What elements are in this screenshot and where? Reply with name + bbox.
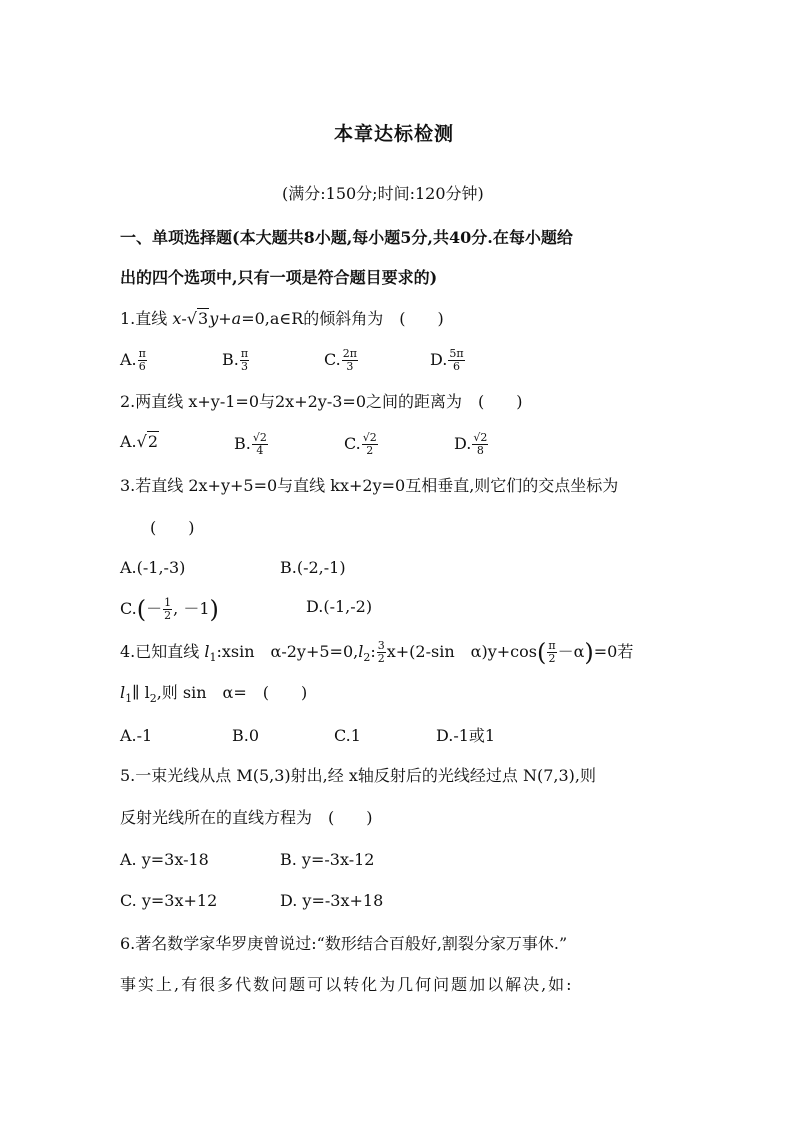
question-2-option-c: C. $\frac{√2}{2}$ (344, 431, 377, 457)
question-4-option-c: C.1 (334, 726, 361, 745)
question-4-stem-line2: $l_1\parallel$ $l_2$,则 sin α= ( ) (120, 683, 308, 706)
question-1-option-d: D. $\frac{5\pi}{6}$ (430, 347, 464, 373)
question-5-option-c: C. y=3x+12 (120, 891, 218, 910)
question-3-option-c: C.(－ $\frac{1}{2}$ , －1) (120, 595, 219, 624)
page-title: 本章达标检测 (334, 123, 455, 145)
question-1-stem: 1.直线 x-√3y+a=0,a∈R的倾斜角为 ( ) (120, 309, 444, 328)
section-heading-line2: 出的四个选项中,只有一项是符合题目要求的) (120, 268, 438, 287)
question-1-option-c: C. $\frac{2\pi}{3}$ (324, 347, 357, 373)
question-5-option-a: A. y=3x-18 (120, 850, 209, 869)
question-3-option-b: B.(-2,-1) (280, 558, 346, 577)
question-1-option-a: A. $\frac{\pi}{6}$ (120, 347, 146, 373)
question-5-option-d: D. y=-3x+18 (280, 891, 384, 910)
question-2-option-a: A.√2 (120, 432, 159, 451)
question-4-option-b: B.0 (232, 726, 260, 745)
question-6-stem-line2: 事实上,有很多代数问题可以转化为几何问题加以解决,如: (120, 975, 574, 994)
question-5-option-b: B. y=-3x-12 (280, 850, 375, 869)
question-2-option-d: D. $\frac{√2}{8}$ (454, 431, 488, 457)
question-4-stem: 4.已知直线 $l_1:xsin$ $\alpha-2y+5=0,l_2$: $\frac{3}{2}$ x+(2-sin α)y+cos( $\frac{\pi}{2}$ －α)=0若 (120, 638, 634, 667)
exam-info: (满分:150分;时间:120分钟) (282, 184, 484, 203)
question-4-option-d: D.-1或1 (436, 726, 496, 745)
question-3-stem: 3.若直线 2x+y+5=0与直线 kx+2y=0互相垂直,则它们的交点坐标为 (120, 476, 619, 495)
question-2-option-b: B. $\frac{√2}{4}$ (234, 431, 267, 457)
question-5-stem-line2: 反射光线所在的直线方程为 ( ) (120, 808, 373, 827)
section-heading-line1: 一、单项选择题(本大题共8小题,每小题5分,共40分.在每小题给 (120, 228, 573, 247)
question-6-stem: 6.著名数学家华罗庚曾说过:“数形结合百般好,割裂分家万事休.” (120, 934, 568, 953)
question-1-option-b: B. $\frac{\pi}{3}$ (222, 347, 249, 373)
question-5-stem: 5.一束光线从点 M(5,3)射出,经 x轴反射后的光线经过点 N(7,3),则 (120, 766, 596, 785)
question-3-answer-blank: ( ) (150, 518, 195, 537)
question-3-option-a: A.(-1,-3) (120, 558, 186, 577)
question-2-stem: 2.两直线 x+y-1=0与2x+2y-3=0之间的距离为 ( ) (120, 392, 523, 411)
question-3-option-d: D.(-1,-2) (306, 597, 373, 616)
question-4-option-a: A.-1 (120, 726, 153, 745)
